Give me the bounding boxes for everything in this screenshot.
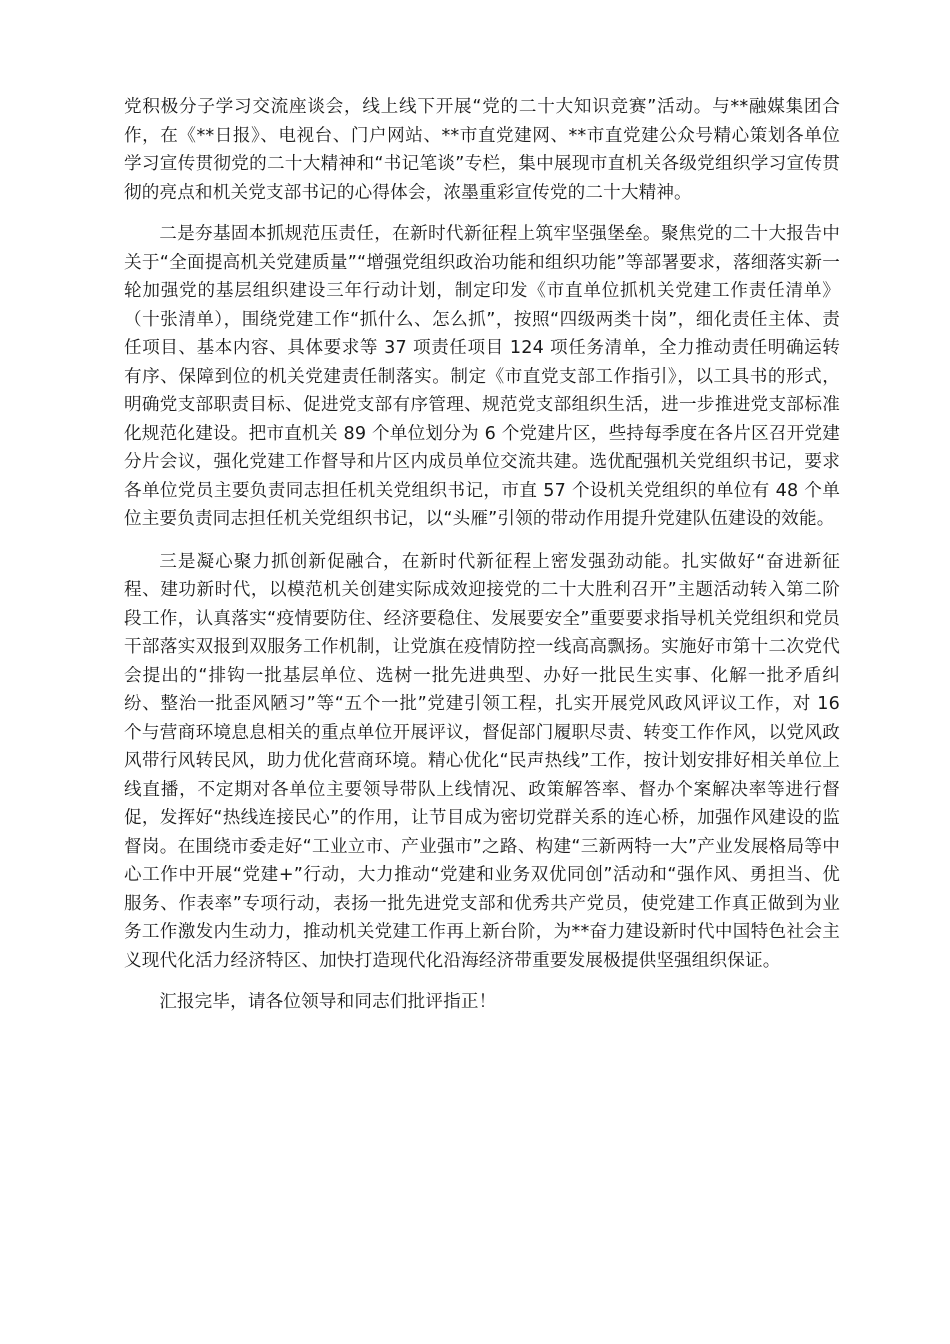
- paragraph-closing: 汇报完毕，请各位领导和同志们批评指正！: [159, 992, 497, 1012]
- paragraph-continuation: 党积极分子学习交流座谈会，线上线下开展“党的二十大知识竞赛”活动。与**融媒集团合作，在《**日报》、电视台、门户网站、**市直党建网、**市直党建公众号精心策划各单位学习宣传贯彻党的二十大精神和“书记笔谈”专栏，集中展现市直机关各级党组织学习宣传贯彻的亮点和机关党支部书记的心得体会，浓墨重彩宣传党的二十大精神。: [124, 97, 840, 203]
- document-page: [124, 93, 840, 1032]
- paragraph-section-three: 三是凝心聚力抓创新促融合，在新时代新征程上密发强劲动能。扎实做好“奋进新征程、建功新时代，以模范机关创建实际成效迎接党的二十大胜利召开”主题活动转入第二阶段工作，认真落实“疫情要防住、经济要稳住、发展要安全”重要要求指导机关党组织和党员干部落实双报到双服务工作机制，让党旗在疫情防控一线高高飘扬。实施好市第十二次党代会提出的“排钩一批基层单位、选树一批先进典型、办好一批民生实事、化解一批矛盾纠纷、整治一批歪风陋习”等“五个一批”党建引领工程，扎实开展党风政风评议工作，对 16 个与营商环境息息相关的重点单位开展评议，督促部门履职尽责、转变工作作风，以党风政风带行风转民风，助力优化营商环境。精心优化“民声热线”工作，按计划安排好相关单位上线直播，不定期对各单位主要领导带队上线情况、政策解答率、督办个案解决率等进行督促，发挥好“热线连接民心”的作用，让节目成为密切党群关系的连心桥，加强作风建设的监督岗。在围绕市委走好“工业立市、产业强市”之路、构建“三新两特一大”产业发展格局等中心工作中开展“党建+”行动，大力推动“党建和业务双优同创”活动和“强作风、勇担当、优服务、作表率”专项行动，表扬一批先进党支部和优秀共产党员，使党建工作真正做到为业务工作激发内生动力，推动机关党建工作再上新台阶，为**奋力建设新时代中国特色社会主义现代化活力经济特区、加快打造现代化沿海经济带重要发展极提供坚强组织保证。: [124, 551, 840, 971]
- paragraph-section-two: 二是夯基固本抓规范压责任，在新时代新征程上筑牢坚强堡垒。聚焦党的二十大报告中关于“全面提高机关党建质量”“增强党组织政治功能和组织功能”等部署要求，落细落实新一轮加强党的基层组织建设三年行动计划，制定印发《市直单位抓机关党建工作责任清单》（十张清单），围绕党建工作“抓什么、怎么抓”，按照“四级两类十岗”，细化责任主体、责任项目、基本内容、具体要求等 37 项责任项目 124 项任务清单，全力推动责任明确运转有序、保障到位的机关党建责任制落实。制定《市直党支部工作指引》，以工具书的形式，明确党支部职责目标、促进党支部有序管理、规范党支部组织生活，进一步推进党支部标准化规范化建设。把市直机关 89 个单位划分为 6 个党建片区，些持每季度在各片区召开党建分片会议，强化党建工作督导和片区内成员单位交流共建。选优配强机关党组织书记，要求各单位党员主要负责同志担任机关党组织书记，市直 57 个设机关党组织的单位有 48 个单位主要负责同志担任机关党组织书记，以“头雁”引领的带动作用提升党建队伍建设的效能。: [124, 224, 840, 529]
